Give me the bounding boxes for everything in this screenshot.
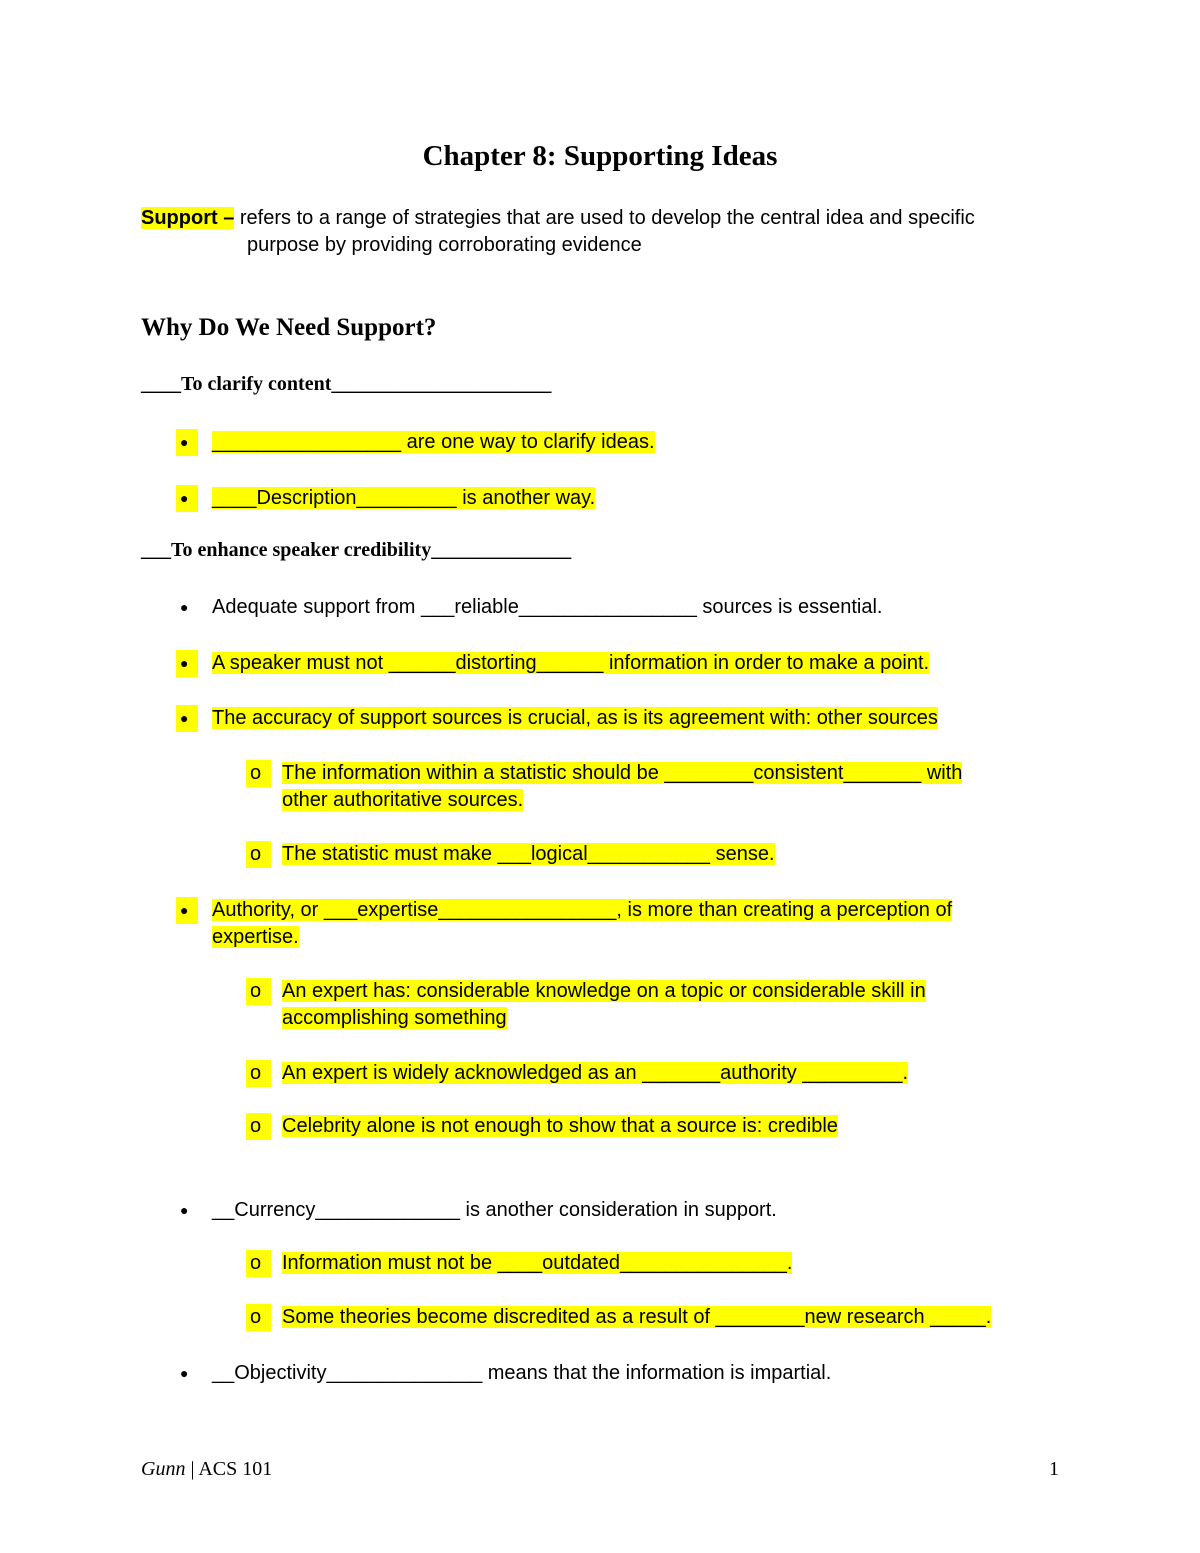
- sub-bullet-marker: o: [246, 978, 271, 1005]
- list-item-text: __Objectivity______________ means that the information is impartial.: [212, 1362, 832, 1384]
- sub-list-item-text-cont: other authoritative sources.: [282, 789, 524, 811]
- list-item-text: Authority, or ___expertise________________, is more than creating a perception of: [212, 899, 953, 921]
- sub-list-item: [246, 841, 1056, 868]
- list-item-text: A speaker must not ______distorting______ information in order to make a point.: [212, 652, 930, 674]
- list-item-text: Adequate support from ___reliable________________ sources is essential.: [212, 596, 883, 618]
- list-item: [176, 897, 1056, 951]
- bullet-marker: ●: [176, 650, 198, 677]
- bullet-marker: ●: [176, 897, 198, 924]
- sub-list-item-text: An expert is widely acknowledged as an _______authority _________.: [282, 1062, 908, 1084]
- list-item: [176, 1360, 1056, 1387]
- list-item: [176, 650, 1056, 677]
- sub-list-item: [246, 1304, 1056, 1331]
- list-item-text-cont: expertise.: [212, 926, 299, 948]
- subsection-heading-clarify: ____To clarify content______________________: [141, 373, 552, 395]
- subsection-heading-credibility: ___To enhance speaker credibility______________: [141, 539, 572, 561]
- footer-course: ACS 101: [198, 1458, 273, 1480]
- section-heading: Why Do We Need Support?: [141, 314, 437, 341]
- sub-bullet-marker: o: [246, 760, 271, 787]
- sub-list-item-text: Information must not be ____outdated_______________.: [282, 1252, 793, 1274]
- list-item-text: _________________ are one way to clarify ideas.: [212, 431, 655, 453]
- sub-list-item: [246, 760, 1056, 814]
- footer-author: Gunn: [141, 1458, 186, 1480]
- bullet-marker: ●: [176, 705, 198, 732]
- page-number: 1: [1049, 1458, 1059, 1480]
- definition-text-line1: refers to a range of strategies that are used to develop the central idea and specific: [234, 207, 975, 229]
- list-item-text: The accuracy of support sources is crucial, as is its agreement with: other sources: [212, 707, 938, 729]
- list-item: [176, 1197, 1056, 1224]
- footer-separator: |: [185, 1458, 199, 1480]
- definition-text-line2: purpose by providing corroborating evidence: [247, 234, 642, 256]
- list-item-text: __Currency_____________ is another consideration in support.: [212, 1199, 777, 1221]
- sub-bullet-marker: o: [246, 1250, 271, 1277]
- list-item: [176, 705, 1056, 732]
- sub-bullet-marker: o: [246, 1113, 271, 1140]
- page-title: Chapter 8: Supporting Ideas: [422, 140, 778, 172]
- bullet-marker: ●: [176, 429, 198, 456]
- sub-bullet-marker: o: [246, 841, 271, 868]
- sub-list-item: [246, 1113, 1056, 1140]
- sub-list-item-text: An expert has: considerable knowledge on a topic or considerable skill in: [282, 980, 926, 1002]
- support-definition: [141, 205, 1041, 259]
- sub-list-item-text: The statistic must make ___logical___________ sense.: [282, 843, 775, 865]
- list-item: [176, 594, 1056, 621]
- sub-list-item-text-cont: accomplishing something: [282, 1007, 507, 1029]
- definition-term: Support –: [141, 207, 235, 229]
- sub-list-item-text: Some theories become discredited as a result of ________new research _____.: [282, 1306, 992, 1328]
- sub-bullet-marker: o: [246, 1304, 271, 1331]
- sub-list-item-text: The information within a statistic should be ________consistent_______ with: [282, 762, 963, 784]
- sub-list-item: [246, 978, 1056, 1032]
- sub-bullet-marker: o: [246, 1060, 271, 1087]
- sub-list-item: [246, 1060, 1056, 1087]
- bullet-marker: ●: [180, 1202, 189, 1218]
- list-item: [176, 429, 1056, 456]
- sub-list-item: [246, 1250, 1056, 1277]
- bullet-marker: ●: [180, 1365, 189, 1381]
- bullet-marker: ●: [180, 599, 189, 615]
- bullet-marker: ●: [176, 485, 198, 512]
- list-item-text: ____Description_________ is another way.: [212, 487, 596, 509]
- list-item: [176, 485, 1056, 512]
- sub-list-item-text: Celebrity alone is not enough to show that a source is: credible: [282, 1115, 838, 1137]
- footer-left: [141, 1458, 272, 1481]
